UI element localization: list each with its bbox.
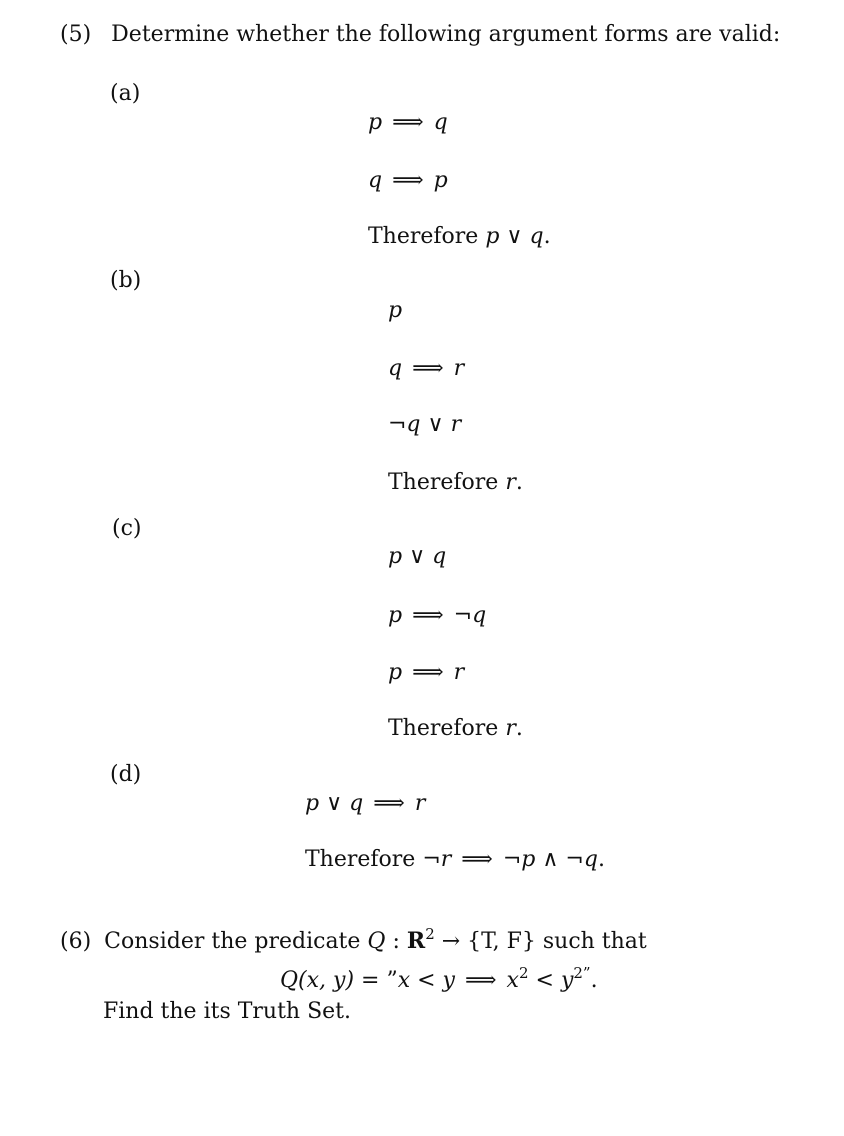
problem-6-number: (6) <box>60 929 92 954</box>
part-c-premise-1: p ∨ q <box>388 544 447 569</box>
part-a-conclusion: Therefore p ∨ q. <box>368 224 551 249</box>
problem-6-display-equation: Q(x, y) = ”x < y ⟹ $x^2 < y^{2”}$. <box>280 964 598 993</box>
part-c-conclusion: Therefore r. <box>388 716 523 741</box>
problem-5-number: (5) <box>60 22 92 47</box>
part-b-conclusion: Therefore r. <box>388 470 523 495</box>
part-a-label: (a) <box>110 81 141 106</box>
part-c-premise-2: p ⟹ ¬q <box>388 603 487 628</box>
part-c-label: (c) <box>112 516 142 541</box>
problem-5-heading <box>60 21 780 49</box>
part-a-premise-1: p ⟹ q <box>368 110 448 135</box>
part-c-premise-3: p ⟹ r <box>388 660 465 685</box>
part-d-premise-1: p ∨ q ⟹ r <box>305 791 426 816</box>
part-d-conclusion: Therefore ¬r ⟹ ¬p ∧ ¬q. <box>305 847 605 872</box>
part-a-premise-2: q ⟹ p <box>368 168 448 193</box>
part-d-label: (d) <box>110 762 142 787</box>
part-b-premise-2: q ⟹ r <box>388 356 465 381</box>
problem-5-prompt: Determine whether the following argument forms are valid: <box>111 22 781 47</box>
problem-6-followup: Find the its Truth Set. <box>103 999 352 1024</box>
part-b-label: (b) <box>110 268 142 293</box>
problem-6-statement: (6) Consider the predicate Q : $R^2 \to \{T$, F} such that <box>60 925 647 954</box>
part-b-premise-3: ¬q ∨ r <box>388 412 462 437</box>
part-b-premise-1: p <box>388 298 403 323</box>
